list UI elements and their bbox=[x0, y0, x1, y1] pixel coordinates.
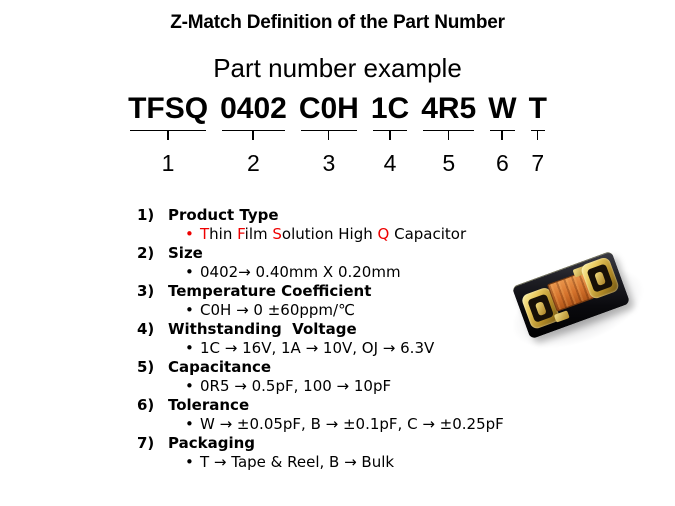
bullet-text: 1C → 16V, 1A → 10V, OJ → 6.3V bbox=[200, 339, 435, 357]
segment-code: 1C bbox=[370, 92, 410, 125]
definition-number: 1) bbox=[137, 206, 155, 224]
segment-code: 0402 bbox=[220, 92, 287, 125]
part-number-segment-2 bbox=[220, 92, 287, 175]
bullet-icon: • bbox=[185, 263, 194, 281]
definition-item-capacitance bbox=[137, 358, 557, 396]
definition-heading: Capacitance bbox=[168, 358, 272, 376]
definition-number: 6) bbox=[137, 396, 155, 414]
definition-heading-row bbox=[137, 206, 557, 225]
page-title: Z-Match Definition of the Part Number bbox=[170, 12, 505, 33]
part-number-segment-6 bbox=[488, 92, 516, 175]
segment-code: W bbox=[488, 92, 517, 125]
definition-bullet-row bbox=[137, 225, 557, 244]
segment-index: 5 bbox=[442, 150, 456, 176]
segment-bracket bbox=[222, 130, 285, 140]
bullet-icon: • bbox=[185, 301, 194, 319]
chip-capacitor-photo bbox=[500, 243, 668, 361]
definitions-list bbox=[137, 206, 557, 472]
part-number-segment-4 bbox=[371, 92, 409, 175]
segment-code: TFSQ bbox=[128, 92, 209, 125]
definition-number: 7) bbox=[137, 434, 155, 452]
definition-number: 5) bbox=[137, 358, 155, 376]
segment-index: 2 bbox=[247, 150, 260, 176]
part-number-diagram bbox=[0, 92, 675, 175]
definition-heading-row bbox=[137, 358, 557, 377]
definition-number: 2) bbox=[137, 244, 155, 262]
definition-bullet-row bbox=[137, 263, 557, 282]
terminal-contact bbox=[594, 271, 606, 286]
subtitle: Part number example bbox=[213, 53, 462, 83]
definition-heading: Product Type bbox=[168, 206, 279, 224]
bullet-icon: • bbox=[185, 339, 194, 357]
bracket-tick bbox=[448, 131, 450, 140]
definition-item-size bbox=[137, 244, 557, 282]
bullet-icon: • bbox=[185, 415, 194, 433]
segment-index: 4 bbox=[383, 150, 397, 176]
definition-item-tolerance bbox=[137, 396, 557, 434]
bracket-tick bbox=[252, 131, 254, 140]
segment-bracket bbox=[373, 130, 407, 140]
definition-bullet-row bbox=[137, 339, 557, 358]
bullet-text: 0402→ 0.40mm X 0.20mm bbox=[200, 263, 401, 281]
bullet-text: C0H → 0 ±60ppm/℃ bbox=[200, 301, 355, 319]
definition-bullet-row bbox=[137, 415, 557, 434]
segment-code: T bbox=[528, 92, 547, 125]
bullet-text: T → Tape & Reel, B → Bulk bbox=[200, 453, 395, 471]
definition-heading: Packaging bbox=[168, 434, 255, 452]
segment-bracket bbox=[130, 130, 206, 140]
bullet-icon: • bbox=[185, 377, 194, 395]
part-number-segment-7 bbox=[529, 92, 547, 175]
segment-bracket bbox=[490, 130, 514, 140]
definition-heading-row bbox=[137, 434, 557, 453]
bullet-text: 0R5 → 0.5pF, 100 → 10pF bbox=[200, 377, 392, 395]
definition-bullet-row bbox=[137, 377, 557, 396]
bullet-icon: • bbox=[185, 225, 194, 243]
bracket-tick bbox=[328, 131, 330, 140]
definition-item-withstanding-voltage bbox=[137, 320, 557, 358]
segment-bracket bbox=[423, 130, 474, 140]
part-number-segment-3 bbox=[299, 92, 359, 175]
segment-bracket bbox=[301, 130, 357, 140]
segment-code: 4R5 bbox=[421, 92, 477, 125]
part-number-segment-1 bbox=[128, 92, 208, 175]
terminal-contact bbox=[535, 301, 547, 316]
segment-index: 7 bbox=[531, 150, 545, 176]
definition-number: 4) bbox=[137, 320, 155, 338]
definition-item-temperature-coefficient bbox=[137, 282, 557, 320]
definition-heading-row bbox=[137, 282, 557, 301]
segment-index: 6 bbox=[496, 150, 509, 176]
bracket-tick bbox=[167, 131, 169, 140]
definition-heading: Tolerance bbox=[168, 396, 250, 414]
definition-heading-row bbox=[137, 320, 557, 339]
segment-code: C0H bbox=[298, 92, 359, 125]
definition-number: 3) bbox=[137, 282, 155, 300]
definition-item-packaging bbox=[137, 434, 557, 472]
bracket-tick bbox=[537, 131, 539, 140]
segment-bracket bbox=[531, 130, 545, 140]
definition-bullet-row bbox=[137, 301, 557, 320]
definition-bullet-row bbox=[137, 453, 557, 472]
terminal-slot bbox=[586, 263, 613, 292]
bracket-tick bbox=[501, 131, 503, 140]
definition-heading-row bbox=[137, 396, 557, 415]
definition-heading: Withstanding Voltage bbox=[168, 320, 357, 338]
definition-heading: Size bbox=[168, 244, 203, 262]
terminal-slot bbox=[527, 293, 554, 322]
segment-index: 3 bbox=[322, 150, 336, 176]
definition-heading-row bbox=[137, 244, 557, 263]
bracket-tick bbox=[389, 131, 391, 140]
bullet-text: W → ±0.05pF, B → ±0.1pF, C → ±0.25pF bbox=[200, 415, 504, 433]
bullet-text: Thin Film Solution High Q Capacitor bbox=[200, 225, 467, 243]
definition-heading: Temperature Coefficient bbox=[168, 282, 372, 300]
bullet-icon: • bbox=[185, 453, 194, 471]
definition-item-product-type bbox=[137, 206, 557, 244]
segment-index: 1 bbox=[161, 150, 175, 176]
part-number-segment-5 bbox=[421, 92, 476, 175]
